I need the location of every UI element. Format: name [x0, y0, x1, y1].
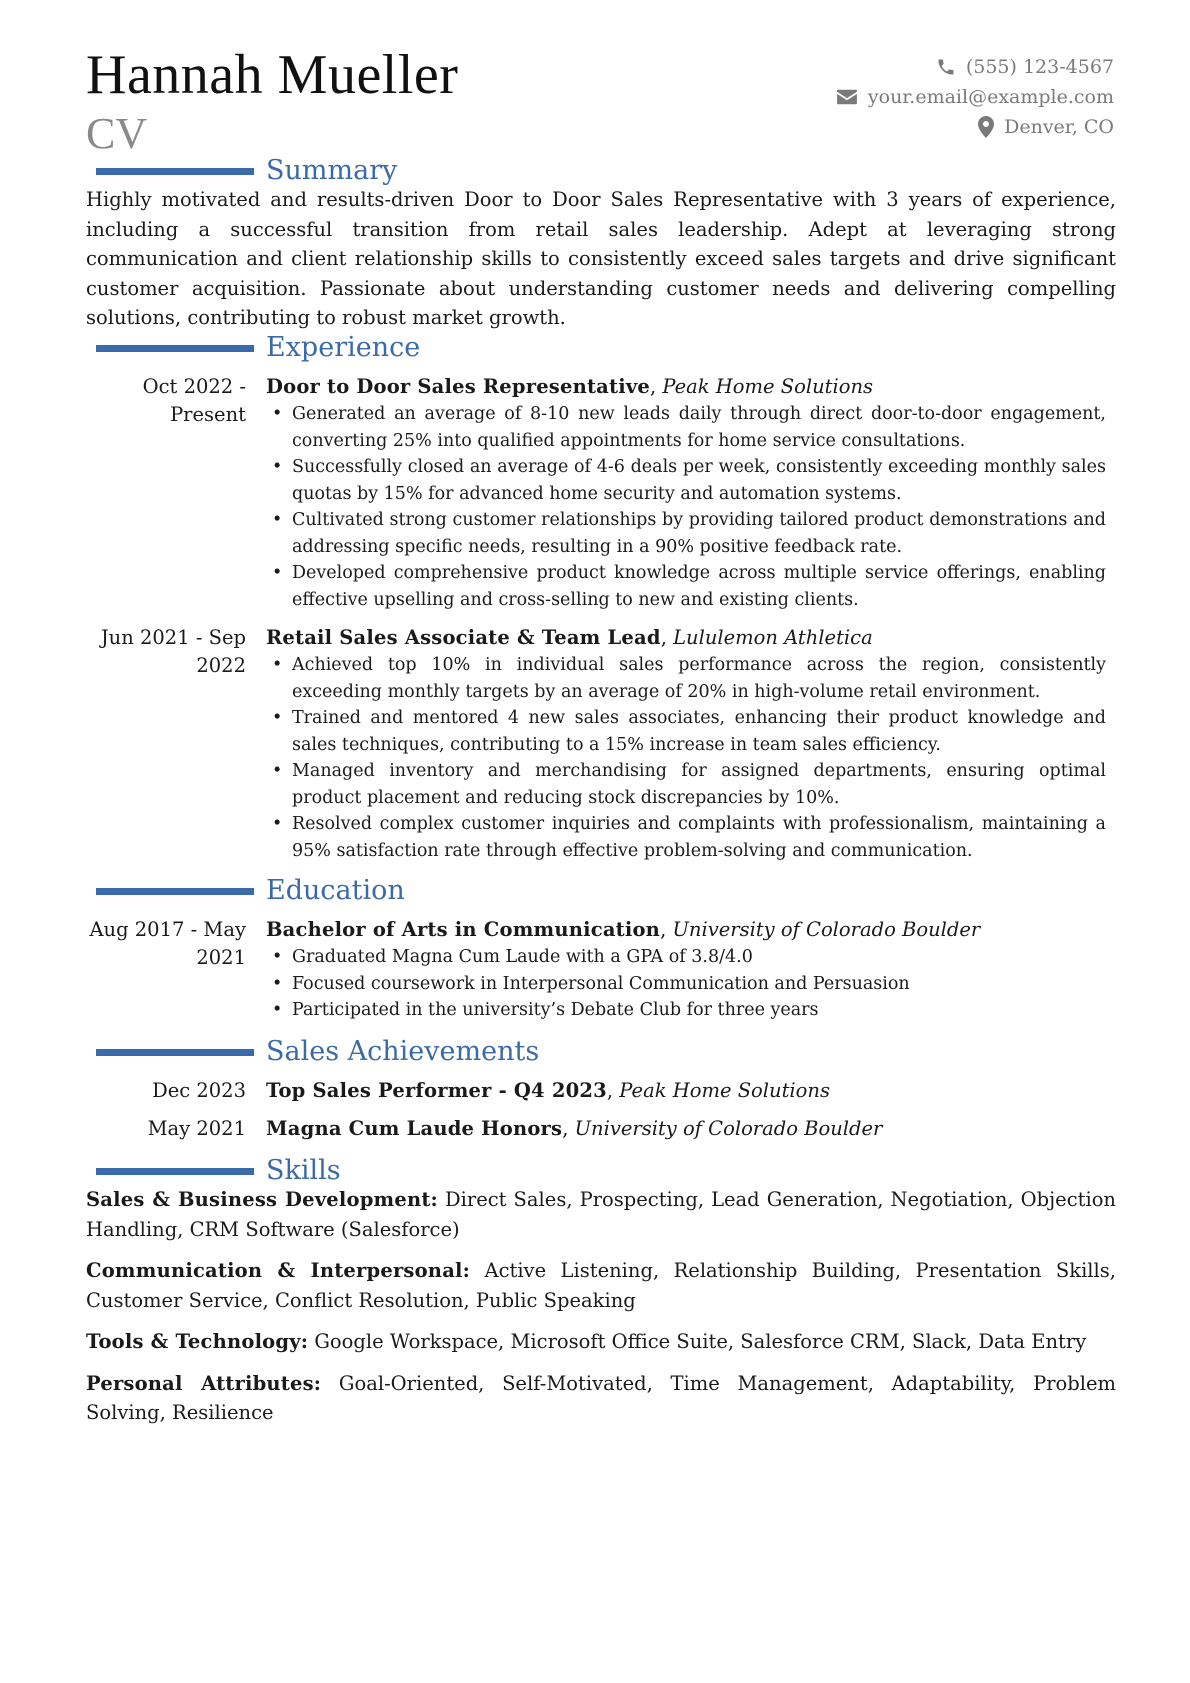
- entry-date: Aug 2017 - May 2021: [89, 918, 246, 969]
- entry-body: [266, 1115, 1106, 1143]
- entry-org: Peak Home Solutions: [662, 375, 874, 398]
- list-item: • Achieved top 10% in individual sales performance across the region, consistently exceeding monthly targets by an average of 20% in high-volume retail environment.: [266, 652, 1106, 705]
- skill-label: Tools & Technology:: [86, 1330, 309, 1353]
- list-item: • Participated in the university’s Debate Club for three years: [266, 997, 1106, 1024]
- section-rule: [96, 345, 254, 352]
- person-name: Hannah Mueller: [86, 44, 459, 106]
- entry-org: Lululemon Athletica: [673, 626, 873, 649]
- skill-text: Goal-Oriented, Self-Motivated, Time Management, Adaptability, Problem Solving, Resilience: [86, 1371, 1117, 1424]
- list-item: • Generated an average of 8-10 new leads daily through direct door-to-door engagement, converting 25% into qualified appointments for home service consultations.: [266, 401, 1106, 454]
- location-text: Denver, CO: [1004, 116, 1114, 138]
- skill-group: [86, 1369, 1116, 1428]
- entry-role: Retail Sales Associate & Team Lead: [266, 626, 661, 649]
- skill-label: Sales & Business Development:: [86, 1188, 438, 1211]
- skill-label: Communication & Interpersonal:: [86, 1259, 471, 1282]
- phone-icon: [936, 57, 956, 77]
- bullet-list: [266, 652, 1106, 864]
- section-title: Experience: [266, 332, 421, 363]
- entry-date: Oct 2022 - Present: [142, 375, 246, 426]
- list-item: • Cultivated strong customer relationships by providing tailored product demonstrations and addressing specific needs, resulting in a 90% positive feedback rate.: [266, 507, 1106, 560]
- skill-group: [86, 1185, 1116, 1244]
- document-label: CV: [86, 109, 148, 158]
- list-item: • Trained and mentored 4 new sales associates, enhancing their product knowledge and sales techniques, contributing to a 15% increase in team sales efficiency.: [266, 705, 1106, 758]
- map-pin-icon: [978, 116, 994, 138]
- entry-title: Bachelor of Arts in Communication, University of Colorado Boulder: [266, 918, 981, 941]
- list-item: • Focused coursework in Interpersonal Communication and Persuasion: [266, 971, 1106, 998]
- section-rule: [96, 168, 254, 175]
- entry-body: [266, 916, 1106, 1024]
- entry-title: Door to Door Sales Representative, Peak Home Solutions: [266, 375, 874, 398]
- skill-text: Google Workspace, Microsoft Office Suite, Salesforce CRM, Slack, Data Entry: [314, 1330, 1087, 1353]
- entry-title: Retail Sales Associate & Team Lead, Lululemon Athletica: [266, 626, 873, 649]
- section-title: Skills: [266, 1155, 341, 1186]
- list-item: • Managed inventory and merchandising for assigned departments, ensuring optimal product placement and reducing stock discrepancies by 10%.: [266, 758, 1106, 811]
- email-icon: [836, 88, 858, 106]
- entry-role: Door to Door Sales Representative: [266, 375, 650, 398]
- list-item: • Resolved complex customer inquiries and complaints with professionalism, maintaining a 95% satisfaction rate through effective problem-solving and communication.: [266, 811, 1106, 864]
- section-title: Summary: [266, 155, 398, 186]
- entry-date: May 2021: [147, 1117, 246, 1140]
- experience-heading: [96, 331, 1096, 367]
- entry-org: University of Colorado Boulder: [672, 918, 981, 941]
- skills-list: [86, 1185, 1116, 1440]
- section-title: Sales Achievements: [266, 1036, 540, 1067]
- phone-text: (555) 123-4567: [965, 56, 1114, 78]
- entry-title: Magna Cum Laude Honors, University of Colorado Boulder: [266, 1117, 883, 1140]
- contact-phone: [694, 52, 1114, 82]
- entry-org: Peak Home Solutions: [619, 1079, 830, 1102]
- entry-title: Top Sales Performer - Q4 2023, Peak Home Solutions: [266, 1079, 830, 1102]
- achievements-heading: [96, 1035, 1096, 1071]
- entry-date: Jun 2021 - Sep 2022: [100, 626, 246, 677]
- contact-block: [694, 52, 1114, 142]
- list-item: • Graduated Magna Cum Laude with a GPA of 3.8/4.0: [266, 944, 1106, 971]
- section-rule: [96, 1168, 254, 1175]
- entry-role: Magna Cum Laude Honors: [266, 1117, 563, 1140]
- section-rule: [96, 888, 254, 895]
- list-item: • Developed comprehensive product knowledge across multiple service offerings, enabling effective upselling and cross-selling to new and existing clients.: [266, 560, 1106, 613]
- skill-text: Active Listening, Relationship Building, Presentation Skills, Customer Service, Conflict Resolution, Public Speaking: [86, 1259, 1116, 1312]
- entry-body: [266, 373, 1106, 613]
- section-title: Education: [266, 875, 405, 906]
- skill-group: [86, 1256, 1116, 1315]
- contact-email: [694, 82, 1114, 112]
- entry-org: University of Colorado Boulder: [574, 1117, 883, 1140]
- summary-text: Highly motivated and results-driven Door to Door Sales Representative with 3 years of experience, including a successful transition from retail sales leadership. Adept at leveraging strong communication and client relationship skills to consistently exceed sales targets and drive significant customer acquisition. Passionate about understanding customer needs and delivering compelling solutions, contributing to robust market growth.: [86, 188, 1116, 329]
- education-heading: [96, 874, 1096, 910]
- bullet-list: [266, 401, 1106, 613]
- entry-body: [266, 1077, 1106, 1105]
- entry-date: Dec 2023: [152, 1079, 246, 1102]
- contact-location: [694, 112, 1114, 142]
- skill-text: Direct Sales, Prospecting, Lead Generation, Negotiation, Objection Handling, CRM Software (Salesforce): [86, 1188, 1116, 1241]
- skill-group: [86, 1327, 1116, 1357]
- email-text[interactable]: your.email@example.com: [867, 86, 1114, 108]
- bullet-list: [266, 944, 1106, 1024]
- entry-role: Bachelor of Arts in Communication: [266, 918, 661, 941]
- entry-role: Top Sales Performer - Q4 2023: [266, 1079, 607, 1102]
- entry-body: [266, 624, 1106, 864]
- list-item: • Successfully closed an average of 4-6 deals per week, consistently exceeding monthly sales quotas by 15% for advanced home security and automation systems.: [266, 454, 1106, 507]
- section-rule: [96, 1049, 254, 1056]
- skill-label: Personal Attributes:: [86, 1371, 322, 1395]
